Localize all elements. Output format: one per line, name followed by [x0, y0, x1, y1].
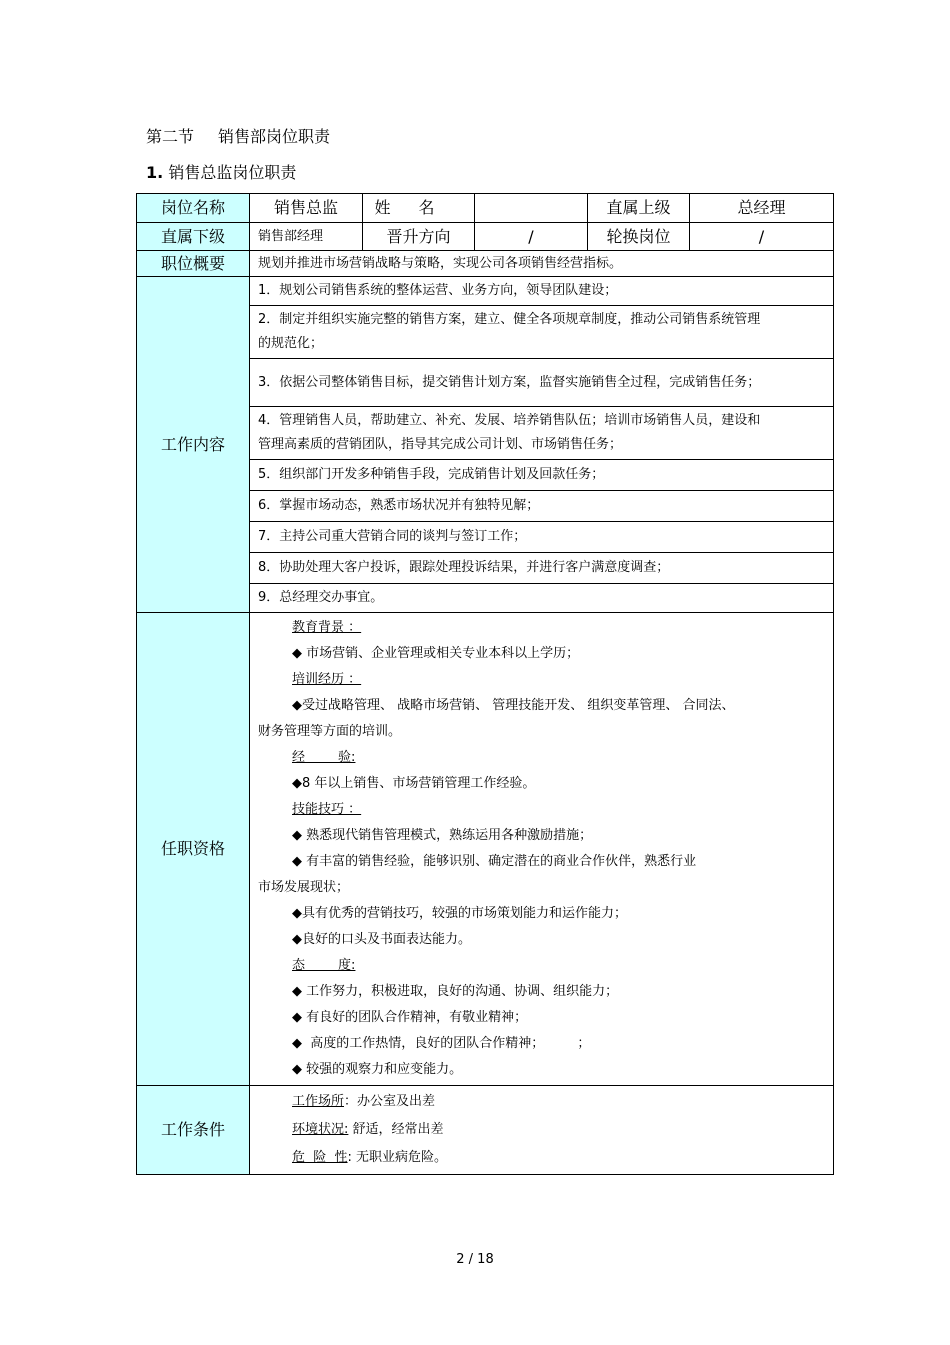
- subsection-name: 销售总监岗位职责: [168, 163, 297, 182]
- subsection-number: 1.: [146, 163, 164, 182]
- name-label: [363, 194, 475, 223]
- education-heading: 教育背景 ：: [292, 620, 362, 635]
- work-item: 1．规划公司销售系统的整体运营、业务方向，领导团队建设；: [250, 277, 834, 306]
- work-item: 8．协助处理大客户投诉，跟踪处理投诉结果，并进行客户满意度调查；: [250, 553, 834, 584]
- superior-value: 总经理: [690, 194, 834, 223]
- name-label-text: 姓名: [374, 198, 463, 217]
- subordinate-value: 销售部经理: [250, 223, 363, 251]
- risk-label: 危 险 性: [292, 1150, 348, 1165]
- work-place-value: ：办公室及出差: [344, 1094, 436, 1109]
- attitude-item: ◆ 工作努力，积极进取，良好的沟通、协调、组织能力；: [292, 984, 619, 999]
- skills-item: ◆良好的口头及书面表达能力。: [292, 932, 471, 947]
- section-name: 销售部岗位职责: [218, 127, 331, 146]
- work-item: 4．管理销售人员，帮助建立、补充、发展、培养销售队伍；培训市场销售人员，建设和管理高素质的营销团队，指导其完成公司计划、市场销售任务；: [250, 407, 834, 460]
- name-value: [475, 194, 588, 223]
- training-item: ◆受过战略管理、 战略市场营销、 管理技能开发、 组织变革管理、 合同法、: [292, 698, 735, 713]
- table-row: [137, 223, 834, 251]
- environment: [258, 1116, 825, 1144]
- training-item-cont: 财务管理等方面的培训。: [258, 724, 402, 739]
- promotion-label: 晋升方向: [363, 223, 475, 251]
- table-row: [137, 277, 834, 306]
- attitude-item: ◆ 有良好的团队合作精神，有敬业精神；: [292, 1010, 528, 1025]
- conditions-content: [250, 1086, 834, 1175]
- promotion-value: /: [475, 223, 588, 251]
- conditions-label: 工作条件: [137, 1086, 250, 1175]
- work-label: 工作内容: [137, 277, 250, 613]
- skills-item-cont: 市场发展现状；: [258, 880, 350, 895]
- environment-label: 环境状况:: [292, 1122, 349, 1137]
- skills-item: ◆ 熟悉现代销售管理模式，熟练运用各种激励措施；: [292, 828, 593, 843]
- section-number: 第二节: [146, 127, 195, 146]
- experience-heading: 经 验:: [292, 750, 356, 765]
- summary-text: 规划并推进市场营销战略与策略，实现公司各项销售经营指标。: [250, 251, 834, 277]
- post-name-label: 岗位名称: [137, 194, 250, 223]
- skills-item: ◆具有优秀的营销技巧，较强的市场策划能力和运作能力；: [292, 906, 627, 921]
- table-row: [137, 1086, 834, 1175]
- attitude-item: ◆ 高度的工作热情，良好的团队合作精神； ；: [292, 1036, 591, 1051]
- skills-heading: 技能技巧 ：: [292, 802, 362, 817]
- work-item: 6．掌握市场动态，熟悉市场状况并有独特见解；: [250, 491, 834, 522]
- table-row: [137, 251, 834, 277]
- rotation-value: /: [690, 223, 834, 251]
- summary-label: 职位概要: [137, 251, 250, 277]
- work-item: 5．组织部门开发多种销售手段，完成销售计划及回款任务；: [250, 460, 834, 491]
- risk: [258, 1144, 825, 1172]
- work-place-label: 工作场所: [292, 1094, 345, 1109]
- section-title: [146, 124, 330, 147]
- subsection-title: [146, 160, 296, 183]
- post-name-value: 销售总监: [250, 194, 363, 223]
- superior-label: 直属上级: [588, 194, 690, 223]
- attitude-item: ◆ 较强的观察力和应变能力。: [292, 1062, 463, 1077]
- work-place: [258, 1088, 825, 1116]
- experience-item: ◆8 年以上销售、市场营销管理工作经验。: [292, 776, 536, 791]
- environment-value: 舒适，经常出差: [348, 1122, 444, 1137]
- table-row: [137, 194, 834, 223]
- education-item: ◆ 市场营销、企业管理或相关专业本科以上学历；: [292, 646, 580, 661]
- attitude-heading: 态 度:: [292, 958, 356, 973]
- work-item: 2．制定并组织实施完整的销售方案，建立、健全各项规章制度，推动公司销售系统管理的规范化；: [250, 306, 834, 359]
- work-item: 3．依据公司整体销售目标，提交销售计划方案，监督实施销售全过程，完成销售任务；: [250, 359, 834, 407]
- rotation-label: 轮换岗位: [588, 223, 690, 251]
- subordinate-label: 直属下级: [137, 223, 250, 251]
- table-row: [137, 613, 834, 1086]
- training-heading: 培训经历 ：: [292, 672, 362, 687]
- work-item: 7．主持公司重大营销合同的谈判与签订工作；: [250, 522, 834, 553]
- page-number: 2 / 18: [456, 1252, 494, 1267]
- skills-item: ◆ 有丰富的销售经验，能够识别、确定潜在的商业合作伙伴，熟悉行业: [292, 854, 697, 869]
- risk-value: : 无职业病危险。: [347, 1150, 448, 1165]
- qualification-content: [250, 613, 834, 1086]
- job-description-table: [136, 193, 834, 1175]
- qualification-label: 任职资格: [137, 613, 250, 1086]
- work-item: 9．总经理交办事宜。: [250, 584, 834, 613]
